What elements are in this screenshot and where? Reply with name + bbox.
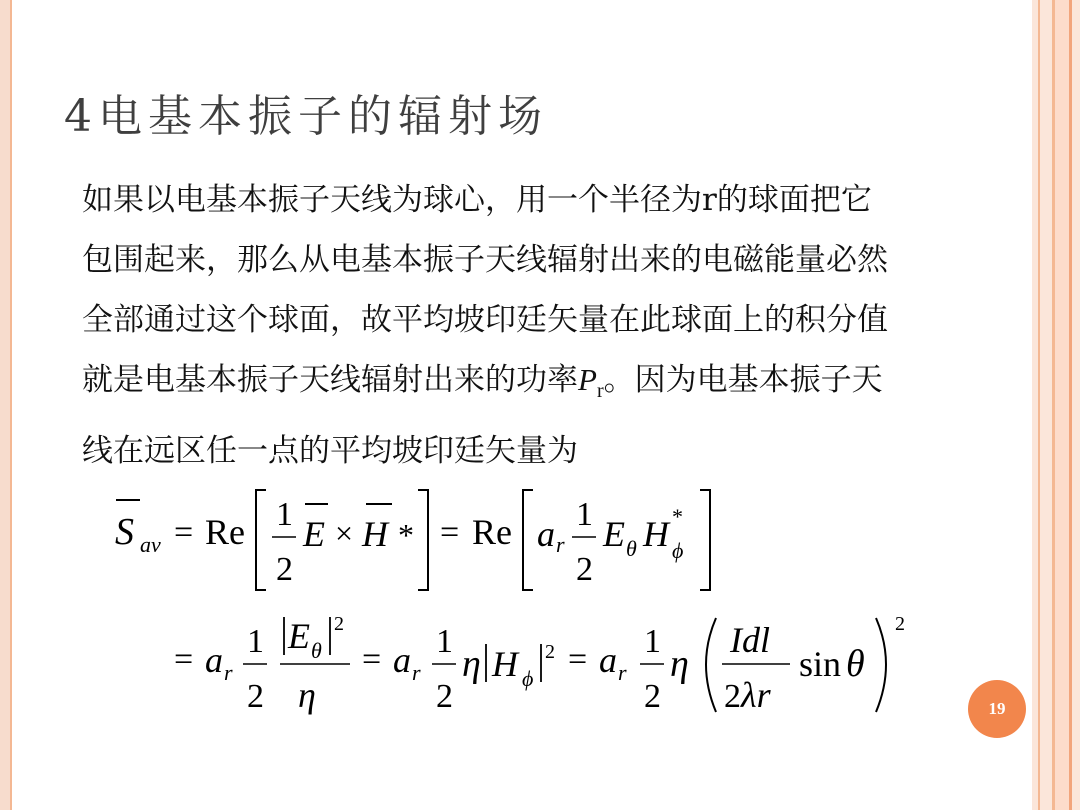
svg-text:*: * xyxy=(398,517,414,553)
svg-text:Re: Re xyxy=(472,512,512,552)
svg-text:2: 2 xyxy=(247,678,264,715)
svg-text:H: H xyxy=(643,514,669,554)
svg-text:1: 1 xyxy=(276,496,293,533)
paragraph-line-4: 就是电基本振子天线辐射出来的功率$P_r$。因为电基本振子天 xyxy=(82,362,883,403)
svg-text:*: * xyxy=(672,504,683,529)
paragraph-line-1: 如果以电基本振子天线为球心，用一个半径为r的球面把它 xyxy=(82,182,872,218)
svg-text:a: a xyxy=(599,640,617,680)
svg-text:ϕ: ϕ xyxy=(522,666,534,691)
svg-text:E: E xyxy=(603,514,625,554)
svg-text:a: a xyxy=(537,514,555,554)
svg-text:r: r xyxy=(618,660,627,685)
svg-text:S: S xyxy=(115,511,134,553)
svg-text:H: H xyxy=(362,514,388,554)
svg-text:2: 2 xyxy=(436,678,453,715)
svg-text:=: = xyxy=(440,514,460,551)
paragraph-line-2: 包围起来，那么从电基本振子天线辐射出来的电磁能量必然 xyxy=(82,242,888,278)
svg-text:θ: θ xyxy=(311,638,322,663)
svg-text:H: H xyxy=(492,644,518,684)
svg-text:η: η xyxy=(298,675,316,715)
svg-text:2: 2 xyxy=(644,678,661,715)
svg-text:=: = xyxy=(568,641,588,678)
svg-text:2: 2 xyxy=(895,613,905,635)
svg-text:2: 2 xyxy=(334,613,344,635)
paragraph-line-5: 线在远区任一点的平均坡印廷矢量为 xyxy=(82,433,578,470)
svg-text:1: 1 xyxy=(247,623,264,660)
svg-text:η: η xyxy=(462,643,481,685)
svg-text:2: 2 xyxy=(724,678,741,715)
svg-text:Idl: Idl xyxy=(730,620,770,660)
page-number-badge: 19 xyxy=(968,680,1026,738)
right-decorative-stripes xyxy=(1032,0,1080,810)
svg-text:av: av xyxy=(140,532,161,557)
svg-text:λr: λr xyxy=(741,675,771,715)
svg-text:θ: θ xyxy=(846,643,865,685)
svg-text:ϕ: ϕ xyxy=(672,538,684,563)
svg-text:2: 2 xyxy=(576,551,593,588)
svg-text:E: E xyxy=(303,514,325,554)
slide-title: 4电基本振子的辐射场 xyxy=(64,91,548,142)
svg-text:2: 2 xyxy=(276,551,293,588)
svg-text:=: = xyxy=(174,641,194,678)
svg-text:θ: θ xyxy=(626,536,637,561)
svg-text:2: 2 xyxy=(545,641,555,663)
svg-text:r: r xyxy=(556,532,565,557)
svg-text:sin: sin xyxy=(799,644,842,684)
svg-text:a: a xyxy=(205,640,223,680)
svg-text:Re: Re xyxy=(205,512,245,552)
svg-text:1: 1 xyxy=(644,623,661,660)
svg-text:=: = xyxy=(362,641,382,678)
power-symbol: $P_r$ xyxy=(578,362,604,403)
svg-text:r: r xyxy=(412,660,421,685)
paragraph-line-3: 全部通过这个球面，故平均坡印廷矢量在此球面上的积分值 xyxy=(82,302,888,338)
svg-text:r: r xyxy=(224,660,233,685)
svg-text:1: 1 xyxy=(576,496,593,533)
svg-text:×: × xyxy=(335,515,354,551)
svg-text:η: η xyxy=(670,643,689,685)
svg-text:a: a xyxy=(393,640,411,680)
svg-text:=: = xyxy=(174,514,194,551)
svg-text:1: 1 xyxy=(436,623,453,660)
svg-text:E: E xyxy=(288,616,310,656)
